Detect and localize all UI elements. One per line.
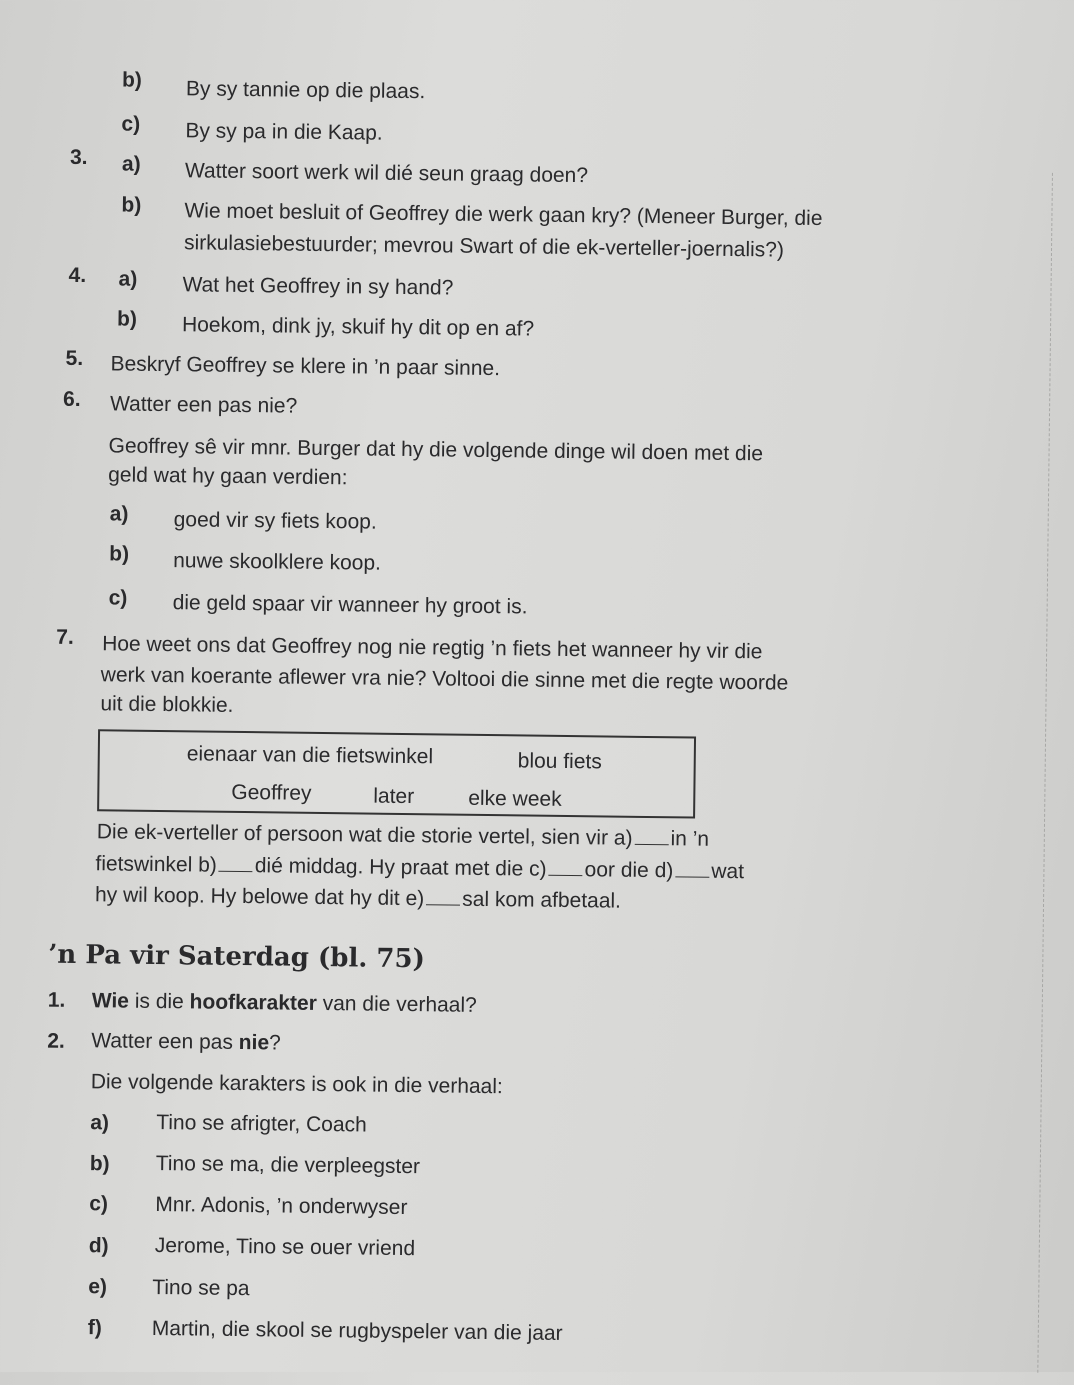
option-marker: c) <box>108 586 128 610</box>
question-text <box>92 988 477 1019</box>
fill-text: wat <box>711 859 745 884</box>
question-text: Wat het Geoffrey in sy hand? <box>182 273 454 300</box>
word-option: eienaar van die fietswinkel <box>186 742 434 769</box>
question-text: Hoe weet ons dat Geoffrey nog nie regtig ’n fiets het wanneer hy vir die <box>102 632 763 664</box>
option-text: Tino se ma, die verpleegster <box>155 1151 421 1179</box>
question-text: werk van koerante aflewer vra nie? Voltooi die sinne met die regte woorde <box>100 663 789 695</box>
emphasis: Wie <box>91 989 130 1013</box>
option-text: Tino se afrigter, Coach <box>156 1110 367 1137</box>
option-marker: c) <box>121 112 141 136</box>
option-text: die geld spaar vir wanneer hy groot is. <box>172 591 528 619</box>
question-intro: geld wat hy gaan verdien: <box>108 463 348 490</box>
section-heading: ’n Pa vir Saterdag (bl. 75) <box>48 939 426 975</box>
answer-blank[interactable] <box>549 857 583 876</box>
text: van die verhaal? <box>316 991 477 1017</box>
answer-blank[interactable] <box>634 826 668 845</box>
fill-text: hy wil koop. Hy belowe dat hy dit e) <box>94 883 425 911</box>
question-number: 7. <box>56 625 74 649</box>
question-number: 3. <box>69 145 88 170</box>
answer-blank[interactable] <box>426 886 460 905</box>
question-text: Beskryf Geoffrey se klere in ’n paar sinne. <box>110 352 501 381</box>
answer-blank[interactable] <box>219 853 253 872</box>
question-number: 4. <box>68 263 87 288</box>
emphasis: nie <box>238 1030 270 1055</box>
text: ? <box>268 1031 281 1055</box>
text: Watter een pas <box>91 1029 239 1054</box>
option-marker: b) <box>121 193 142 217</box>
text: is die <box>128 989 190 1014</box>
option-text: Martin, die skool se rugbyspeler van die jaar <box>151 1316 563 1345</box>
option-text: Tino se pa <box>152 1275 250 1301</box>
word-option: Geoffrey <box>231 780 312 805</box>
fill-text: fietswinkel b) <box>95 852 217 877</box>
option-text: By sy pa in die Kaap. <box>185 119 383 145</box>
question-text <box>91 1028 281 1056</box>
fill-text: Die ek-verteller of persoon wat die storie vertel, sien vir a) <box>96 820 633 850</box>
option-marker: a) <box>121 152 141 176</box>
option-marker: f) <box>87 1316 102 1340</box>
fill-in-line <box>97 819 710 852</box>
question-text: Watter een pas nie? <box>109 392 298 418</box>
option-marker: a) <box>118 267 138 291</box>
fill-in-line <box>95 882 621 914</box>
answer-blank[interactable] <box>675 858 709 877</box>
fill-text: in ’n <box>670 827 710 851</box>
option-marker: b) <box>116 307 138 331</box>
fill-text: dié middag. Hy praat met die c) <box>254 854 547 881</box>
question-number: 5. <box>65 346 84 371</box>
option-text: Jerome, Tino se ouer vriend <box>154 1233 416 1261</box>
question-text: uit die blokkie. <box>100 692 234 717</box>
option-marker: b) <box>109 542 130 566</box>
option-text: nuwe skoolklere koop. <box>173 549 382 575</box>
option-text: By sy tannie op die plaas. <box>185 77 426 104</box>
option-marker: b) <box>89 1152 110 1176</box>
question-number: 6. <box>62 387 81 412</box>
option-text: Mnr. Adonis, ’n onderwyser <box>155 1192 408 1220</box>
question-text: sirkulasiebestuurder; mevrou Swart of die ek-verteller-joernalis?) <box>183 231 785 262</box>
question-text: Watter soort werk wil dié seun graag doen? <box>184 159 589 188</box>
word-box <box>97 729 696 818</box>
question-intro: Die volgende karakters is ook in die verhaal: <box>90 1070 503 1099</box>
question-number: 1. <box>47 988 66 1012</box>
fill-in-line <box>95 851 744 885</box>
margin-line <box>1037 173 1054 1373</box>
option-marker: b) <box>121 68 142 92</box>
fill-text: oor die d) <box>584 858 674 883</box>
word-option: blou fiets <box>517 749 602 774</box>
option-marker: e) <box>88 1275 108 1299</box>
word-option: later <box>373 784 415 809</box>
option-marker: c) <box>89 1192 109 1216</box>
question-text: Wie moet besluit of Geoffrey die werk gaan kry? (Meneer Burger, die <box>184 199 823 231</box>
option-marker: a) <box>109 502 129 526</box>
option-text: goed vir sy fiets koop. <box>173 508 377 534</box>
question-text: Hoekom, dink jy, skuif hy dit op en af? <box>181 313 535 341</box>
option-marker: a) <box>90 1111 110 1135</box>
option-marker: d) <box>88 1234 109 1258</box>
question-intro: Geoffrey sê vir mnr. Burger dat hy die volgende dinge wil doen met die <box>108 434 764 466</box>
fill-text: sal kom afbetaal. <box>462 887 622 913</box>
emphasis: hoofkarakter <box>189 990 317 1015</box>
word-option: elke week <box>468 786 562 811</box>
question-number: 2. <box>47 1029 65 1053</box>
